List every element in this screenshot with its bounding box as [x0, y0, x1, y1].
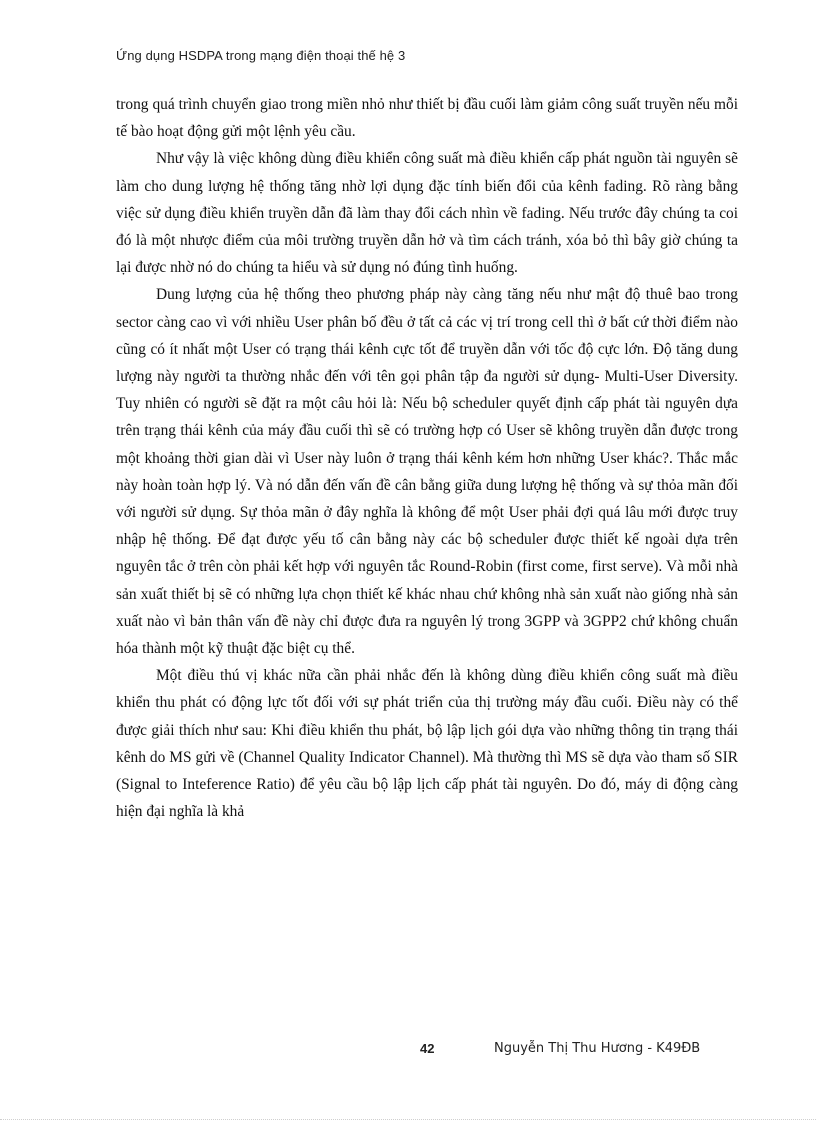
- author-name: Nguyễn Thị Thu Hương - K49ĐB: [494, 1041, 701, 1056]
- page-number: 42: [420, 1041, 435, 1056]
- page-footer: [0, 1041, 816, 1061]
- paragraph-2: Như vậy là việc không dùng điều khiển công suất mà điều khiển cấp phát nguồn tài nguyên sẽ làm cho dung lượng hệ thống tăng nhờ lợi dụng đặc tính biến đổi của kênh fading. Rõ ràng bằng việc sử dụng điều khiển truyền dẫn đã làm thay đổi cách nhìn về fading. Nếu trước đây chúng ta coi đó là một nhược điểm của môi trường truyền dẫn hở và tìm cách tránh, xóa bỏ thì bây giờ chúng ta lại được nhờ nó do chúng ta hiểu và sử dụng nó đúng tình huống.: [116, 150, 738, 277]
- paragraph-4: Một điều thú vị khác nữa cần phải nhắc đến là không dùng điều khiển công suất mà điều khiển thu phát có động lực tốt đối với sự phát triển của thị trường máy đầu cuối. Điều này có thể được giải thích như sau: Khi điều khiển thu phát, bộ lập lịch gói dựa vào những thông tin trạng thái kênh do MS gửi về (Channel Quality Indicator Channel). Mà thường thì MS sẽ dựa vào tham số SIR (Signal to Inteference Ratio) để yêu cầu bộ lập lịch cấp phát tài nguyên. Do đó, máy di động càng hiện đại nghĩa là khả: [116, 667, 738, 821]
- running-header: Ứng dụng HSDPA trong mạng điện thoại thế hệ 3: [116, 48, 406, 63]
- page-edge-divider: [0, 1119, 816, 1120]
- body-text: [116, 91, 738, 825]
- paragraph-3: Dung lượng của hệ thống theo phương pháp này càng tăng nếu như mật độ thuê bao trong sector càng cao vì với nhiều User phân bố đều ở tất cả các vị trí trong cell thì ở bất cứ thời điểm nào cũng có ít nhất một User có trạng thái kênh cực tốt để truyền dẫn với tốc độ cực lớn. Độ tăng dung lượng này người ta thường nhắc đến với tên gọi phân tập đa người sử dụng- Multi-User Diversity. Tuy nhiên có người sẽ đặt ra một câu hỏi là: Nếu bộ scheduler quyết định cấp phát tài nguyên dựa trên trạng thái kênh của máy đầu cuối thì sẽ có trường hợp có User sẽ không truyền dẫn được trong một khoảng thời gian dài vì User này luôn ở trạng thái kênh kém hơn những User khác?. Thắc mắc này hoàn toàn hợp lý. Và nó dẫn đến vấn đề cân bằng giữa dung lượng hệ thống và sự thỏa mãn đối với người sử dụng. Sự thỏa mãn ở đây nghĩa là không để một User phải đợi quá lâu mới được truy nhập hệ thống. Để đạt được yếu tố cân bằng này các bộ scheduler được thiết kế ngoài dựa trên nguyên tắc ở trên còn phải kết hợp với nguyên tắc Round-Robin (first come, first serve). Và mỗi nhà sản xuất thiết bị sẽ có những lựa chọn thiết kế khác nhau chứ không nhà sản xuất nào giống nhà sản xuất nào vì bản thân vấn đề này chỉ được đưa ra nguyên lý trong 3GPP và 3GPP2 chứ không chuẩn hóa thành một kỹ thuật đặc biệt cụ thể.: [116, 286, 738, 658]
- paragraph-1: trong quá trình chuyển giao trong miền nhỏ như thiết bị đầu cuối làm giảm công suất truyền nếu mỗi tế bào hoạt động gửi một lệnh yêu cầu.: [116, 96, 738, 141]
